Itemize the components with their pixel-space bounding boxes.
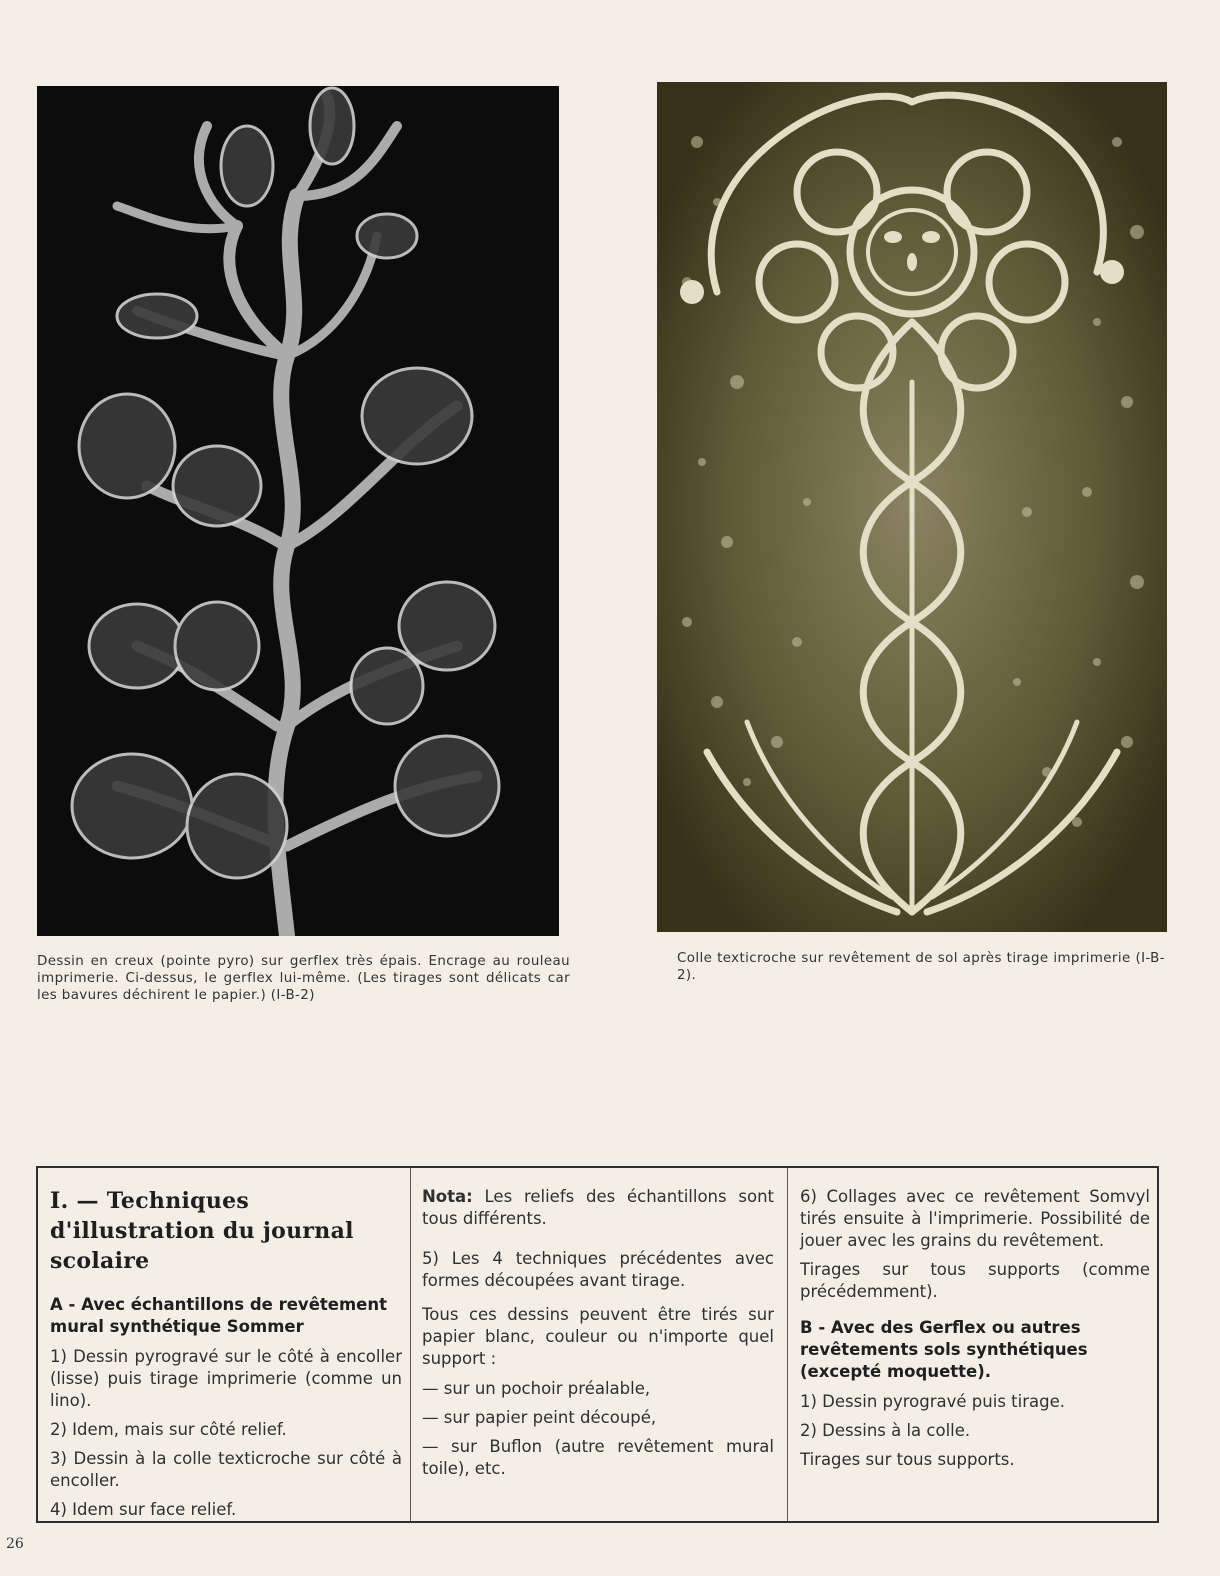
column-1	[50, 1168, 402, 1521]
list-item: 6) Collages avec ce revêtement Somvyl tirés ensuite à l'imprimerie. Possibilité de jouer avec les grains du revêtement.	[800, 1187, 1150, 1250]
section-title: I. — Techniques d'illustration du journal scolaire	[50, 1188, 354, 1274]
list-item: 4) Idem sur face relief.	[50, 1500, 237, 1519]
list-item: 1) Dessin pyrogravé puis tirage.	[800, 1392, 1065, 1411]
caption-right: Colle texticroche sur revêtement de sol après tirage imprimerie (I-B-2).	[677, 951, 1165, 983]
tirages-note: Tirages sur tous supports (comme précédemment).	[800, 1260, 1150, 1301]
column-2	[422, 1168, 774, 1521]
nota-paragraph	[422, 1186, 774, 1230]
column-divider	[410, 1168, 411, 1521]
list-item: 2) Idem, mais sur côté relief.	[50, 1420, 287, 1439]
list-item: 2) Dessins à la colle.	[800, 1421, 971, 1440]
tirages-note: Tirages sur tous supports.	[800, 1450, 1015, 1469]
list-item: — sur un pochoir préalable,	[422, 1379, 651, 1398]
list-item: — sur papier peint découpé,	[422, 1408, 657, 1427]
nota-label: Nota:	[422, 1187, 473, 1206]
nota-text: Les reliefs des échantillons sont tous différents.	[422, 1187, 774, 1228]
supports-intro: Tous ces dessins peuvent être tirés sur papier blanc, couleur ou n'importe quel support :	[422, 1305, 774, 1368]
caption-left: Dessin en creux (pointe pyro) sur gerflex très épais. Encrage au rouleau imprimerie. Ci-dessus, le gerflex lui-même. (Les tirages sont délicats car les bavures déchirent le papier.) (I-B-2)	[37, 954, 570, 1003]
list-item: 5) Les 4 techniques précédentes avec formes découpées avant tirage.	[422, 1249, 774, 1290]
page-number: 26	[6, 1536, 24, 1552]
techniques-box	[36, 1166, 1159, 1523]
gerflex-relief-photo	[37, 86, 559, 936]
column-divider	[787, 1168, 788, 1521]
list-item: 3) Dessin à la colle texticroche sur côté à encoller.	[50, 1449, 402, 1490]
texticroche-print-photo	[657, 82, 1167, 932]
section-a-heading: A - Avec échantillons de revêtement mural synthétique Sommer	[50, 1295, 387, 1336]
section-b-heading: B - Avec des Gerflex ou autres revêtements sols synthétiques (excepté moquette).	[800, 1318, 1088, 1381]
column-3	[800, 1168, 1150, 1521]
list-item: — sur Buflon (autre revêtement mural toile), etc.	[422, 1437, 774, 1478]
list-item: 1) Dessin pyrogravé sur le côté à encoller (lisse) puis tirage imprimerie (comme un lino).	[50, 1347, 402, 1410]
